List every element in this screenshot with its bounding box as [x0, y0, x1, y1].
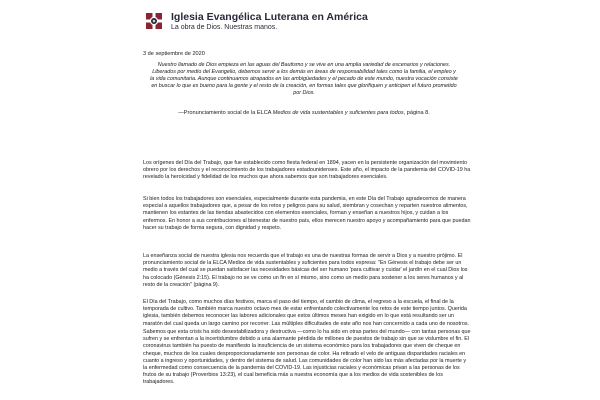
epigraph-quote: Nuestro llamado de Dios empieza en las aguas del Bautismo y se vive en una amplia variedad de escenarios y relaciones. Liberados por medio del Evangelio, debemos servir a los demás en áreas de responsabilidad tales como la familia, el empleo y la vida comunitaria. Aunque continuamos atrapados en las ambigüedades y el pecado de este mundo, nuestra vocación consiste en buscar lo que es bueno para la gente y el resto de la creación, en formas tales que glorifiquen y anticipen el futuro prometido por Dios. — [150, 62, 458, 96]
paragraph-labor-day-origins: Los orígenes del Día del Trabajo, que fue establecido como fiesta federal en 1894, yacen en la persistente organización del movimiento obrero por los derechos y el reconocimiento de los trabajadores estadounidenses. Este año, el impacto de la pandemia del COVID-19 ha revelado la heroicidad y fidelidad de los muchos que ahora sabemos que son trabajadores esenciales. — [143, 160, 471, 181]
org-tagline: La obra de Dios. Nuestras manos. — [171, 23, 278, 31]
letter-date: 3 de septiembre de 2020 — [143, 51, 205, 57]
citation-prefix: —Pronunciamiento social de la ELCA — [178, 110, 273, 116]
paragraph-passage-of-time: El Día del Trabajo, como muchos días festivos, marca el paso del tiempo, el cambio de clima, el regreso a la escuela, el final de la temporada de cultivo. También marca nuestro octavo mes de estar enfrentando colectivamente los retos de este tiempo juntos. Querida iglesia, también debemos reconocer las labores adicionales que estos últimos meses han exigido en lo que está resultando ser un maratón del cual queda un largo camino por recorrer. Las múltiples dificultades de este año nos han concernido a cada uno de nosotros. — [143, 299, 470, 327]
citation-suffix: , página 8. — [403, 110, 430, 116]
letterhead — [143, 10, 368, 32]
citation-title: Medios de vida sustentables y suficientes para todos — [272, 110, 404, 116]
elca-cross-logo-icon — [143, 10, 165, 32]
epigraph-citation — [150, 110, 458, 117]
paragraph-crisis: Sabemos que esta crisis ha sido desestabilizadora y destructiva —como lo ha sido en otras partes del mundo— con tantas personas que sufren y se enfrentan a la incertidumbre debido a una alarmante pérdida de millones de puestos de trabajo sin que se vislumbre el fin. El coronavirus también ha puesto de manifiesto la insuficiencia de un sistema económico para los trabajadores que viven de cheque en cheque, muchos de los cuales desproporcionadamente son personas de color. Ha retirado el velo de antiguas disparidades raciales en cuanto a ingreso y oportunidades, y dentro del sistema de salud. Las comunidades de color han sido las más afectadas por la muerte y la enfermedad como consecuencia de la pandemia del COVID-19. Las injusticias raciales y económicas privan a las personas de los frutos de su trabajo (Proverbios 13:23), el cual beneficia más a nuestra economía que a los medios de vida sostenibles de los trabajadores. — [143, 329, 471, 386]
paragraph-social-teaching: La enseñanza social de nuestra iglesia nos recuerda que el trabajo es una de nuestras formas de servir a Dios y a nuestro prójimo. El pronunciamiento social de la ELCA Medios de vida sustentables y suficientes para todos expresa: "En Génesis el trabajo debe ser un medio a través del cual se puedan satisfacer las necesidades básicas del ser humano 'para cultivar y cuidar' el jardín en el cual Dios los ha colocado (Génesis 2:15). El trabajo no se ve como un fin en sí mismo, sino como un medio para sostener a los seres humanos y al resto de la creación" (página 9). — [143, 253, 468, 288]
letterhead-text — [171, 11, 368, 32]
paragraph-essential-workers: Si bien todos los trabajadores son esenciales, especialmente durante esta pandemia, en este Día del Trabajo agradecemos de manera especial a aquellos trabajadores que, a pesar de los retos y peligros para su salud, siembran y cosechan y reparten nuestros alimentos, mantienen los estantes de las tiendas abastecidos con elementos esenciales, forman y enseñan a nuestros hijos, y cuidan a los enfermos. En honor a sus contribuciones al bienestar de nuestro país, ellos merecen nuestro apoyo y acompañamiento para que puedan hacer su trabajo de forma segura, con dignidad y respeto. — [143, 196, 471, 231]
org-name: Iglesia Evangélica Luterana en América — [171, 10, 368, 23]
